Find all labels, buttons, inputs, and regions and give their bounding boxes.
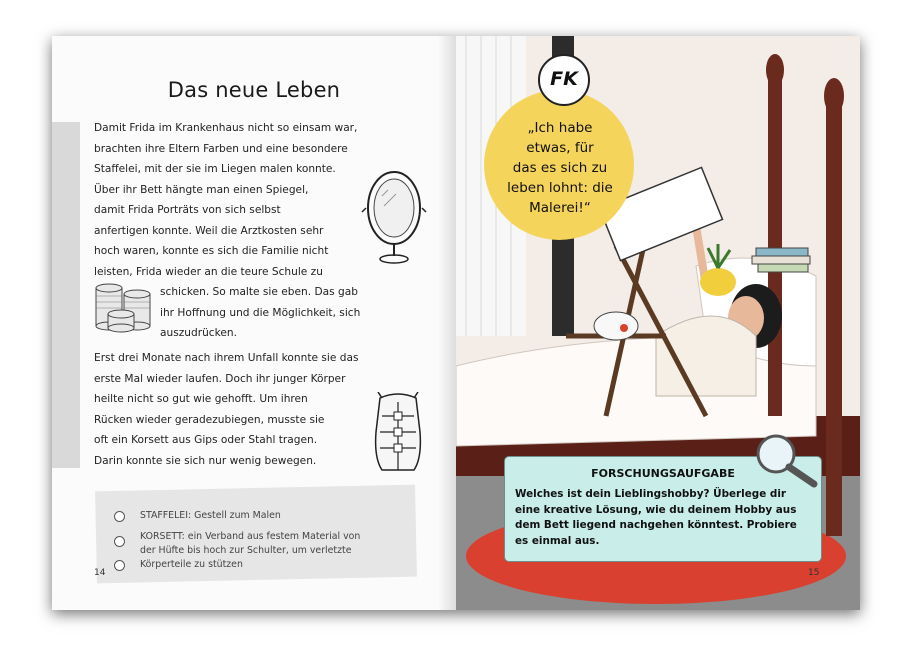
text-line: anfertigen konnte. Weil die Arztkosten sehr	[94, 224, 324, 237]
task-line: es einmal aus.	[515, 534, 600, 547]
paragraph-2	[160, 282, 360, 344]
gutter-shadow	[438, 36, 456, 610]
magnifier-icon	[752, 432, 822, 492]
task-title: FORSCHUNGSAUFGABE	[591, 467, 735, 480]
text-line: oft ein Korsett aus Gips oder Stahl tragen.	[94, 434, 318, 446]
text-line: hoch waren, konnte es sich die Familie nicht	[94, 245, 329, 257]
task-line: Welches ist dein Lieblingshobby? Überlege dir	[515, 488, 787, 500]
text-line: Darin konnte sie sich nur wenig bewegen.	[94, 454, 317, 467]
paragraph-1	[94, 118, 357, 282]
text-line: erste Mal wieder laufen. Doch ihr junger Körper	[94, 372, 346, 385]
text-line: schicken. So malte sie eben. Das gab	[160, 286, 358, 298]
badge-text: FK	[550, 68, 578, 90]
quote-line: Malerei!“	[529, 200, 591, 216]
page-number-left: 14	[94, 568, 106, 578]
fk-badge-icon	[538, 54, 590, 106]
text-line: Erst drei Monate nach ihrem Unfall konnte sie das	[94, 352, 359, 364]
glossary-item-korsett-3: Körperteile zu stützen	[140, 559, 243, 570]
text-line: Über ihr Bett hängte man einen Spiegel,	[94, 183, 309, 196]
left-page	[52, 36, 457, 610]
text-line: leisten, Frida wieder an die teure Schule zu	[94, 265, 323, 278]
text-line: brachten ihre Eltern Farben und eine besondere	[94, 142, 348, 155]
side-accent-bar	[52, 122, 80, 468]
text-line: ihr Hoffnung und die Möglichkeit, sich	[160, 306, 361, 319]
glossary-item-staffelei: STAFFELEI: Gestell zum Malen	[140, 510, 281, 521]
quote-line: „Ich habe	[527, 120, 593, 136]
text-line: heilte nicht so gut wie gehofft. Um ihren	[94, 393, 308, 405]
corset-illustration	[368, 392, 428, 476]
quote-line: das es sich zu	[512, 160, 608, 176]
task-body	[515, 487, 815, 549]
text-line: Rücken wieder geradezubiegen, musste sie	[94, 413, 325, 426]
coins-illustration	[92, 280, 156, 336]
page-title: Das neue Leben	[167, 78, 341, 102]
glossary-bullet	[114, 511, 125, 522]
quote-line: etwas, für	[526, 140, 594, 156]
task-line: eine kreative Lösung, wie du deinem Hobby aus	[515, 503, 797, 516]
book-spread	[52, 36, 860, 610]
text-line: damit Frida Porträts von sich selbst	[94, 204, 281, 216]
right-page	[456, 36, 860, 610]
text-line: Staffelei, mit der sie im Liegen malen konnte.	[94, 163, 336, 175]
text-line: auszudrücken.	[160, 327, 237, 339]
glossary-item-korsett-2: der Hüfte bis hoch zur Schulter, um verletzte	[140, 545, 352, 556]
quote-line: leben lohnt: die	[507, 180, 613, 196]
quote-text	[496, 118, 624, 218]
task-line: dem Bett liegend nachgehen könntest. Probiere	[515, 519, 797, 531]
mirror-illustration	[358, 166, 430, 266]
paragraph-3	[94, 348, 358, 471]
page-number-right: 15	[808, 568, 820, 578]
glossary-bullet	[114, 536, 125, 547]
text-line: Damit Frida im Krankenhaus nicht so einsam war,	[94, 122, 358, 134]
glossary-bullet	[114, 560, 125, 571]
glossary-item-korsett-1: KORSETT: ein Verband aus festem Material von	[140, 531, 361, 542]
